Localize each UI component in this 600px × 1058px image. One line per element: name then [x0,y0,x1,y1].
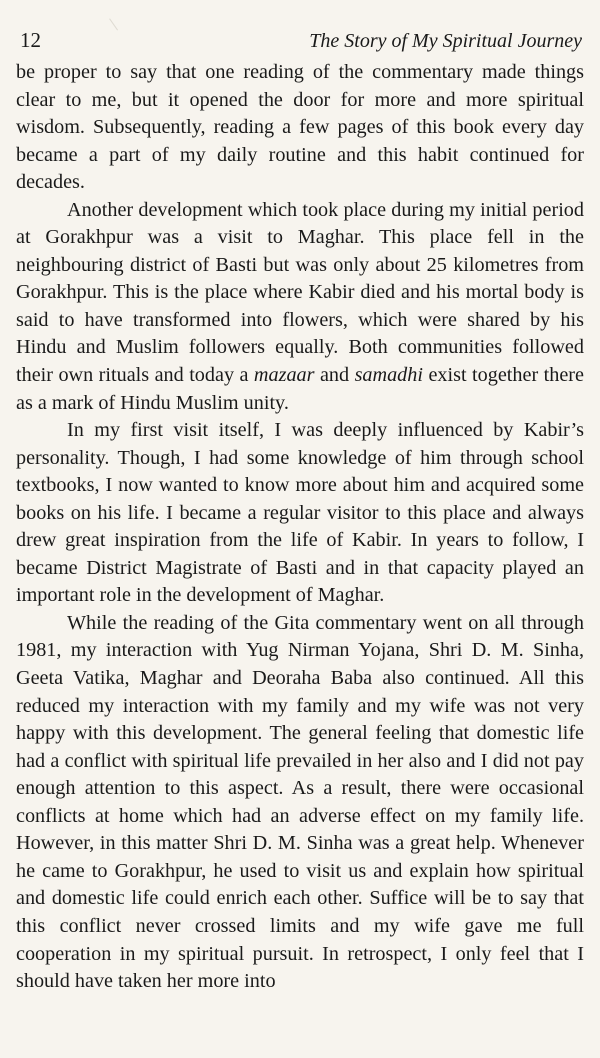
paragraph-1: be proper to say that one reading of the commentary made things clear to me, but it opened the door for more and more spiritual wisdom. Subsequently, reading a few pages of this book every day became a part of my daily routine and this habit continued for decades. [16,61,584,194]
page-number: 12 [20,28,41,52]
page-header [16,28,584,53]
paragraph-4: While the reading of the Gita commentary went on all through 1981, my interaction with Yug Nirman Yojana, Shri D. M. Sinha, Geeta Vatika, Maghar and Deoraha Baba also continued. All this reduced my interaction with my family and my wife was not very happy with this development. The general feeling that domestic life had a conflict with spiritual life prevailed in her also and I did not pay enough attention to this aspect. As a result, there were occasional conflicts at home which had an adverse effect on my family life. However, in this matter Shri D. M. Sinha was a great help. Whenever he came to Gorakhpur, he used to visit us and explain how spiritual and domestic life could enrich each other. Suffice will be to say that this conflict never crossed limits and my wife gave me full cooperation in my spiritual pursuit. In retrospect, I only feel that I should have taken her more into [16,611,584,993]
term-mazaar: mazaar [253,364,315,387]
paragraph-2-text-c: exist together there as a mark of Hindu Muslim unity. [16,364,584,414]
paragraph-2 [16,197,584,417]
paragraph-2-text-b: and [314,364,355,387]
body-text [16,59,584,996]
paragraph-2-text-a: Another development which took place during my initial period at Gorakhpur was a visit to Maghar. This place fell in the neighbouring district of Basti but was only about 25 kilometres from Gorakhpur. This is the place where Kabir died and his mortal body is said to have transformed into flowers, which were shared by his Hindu and Muslim followers equally. Both communities followed their own rituals and today a [16,198,584,387]
paragraph-3: In my first visit itself, I was deeply influenced by Kabir’s personality. Though, I had some knowledge of him through school textbooks, I now wanted to know more about him and acquired some books on his life. I became a regular visitor to this place and always drew great inspiration from the life of Kabir. In years to follow, I became District Magistrate of Basti and in that capacity played an important role in the development of Maghar. [16,419,584,607]
term-samadhi: samadhi [354,364,423,387]
running-title: The Story of My Spiritual Journey [309,30,582,52]
